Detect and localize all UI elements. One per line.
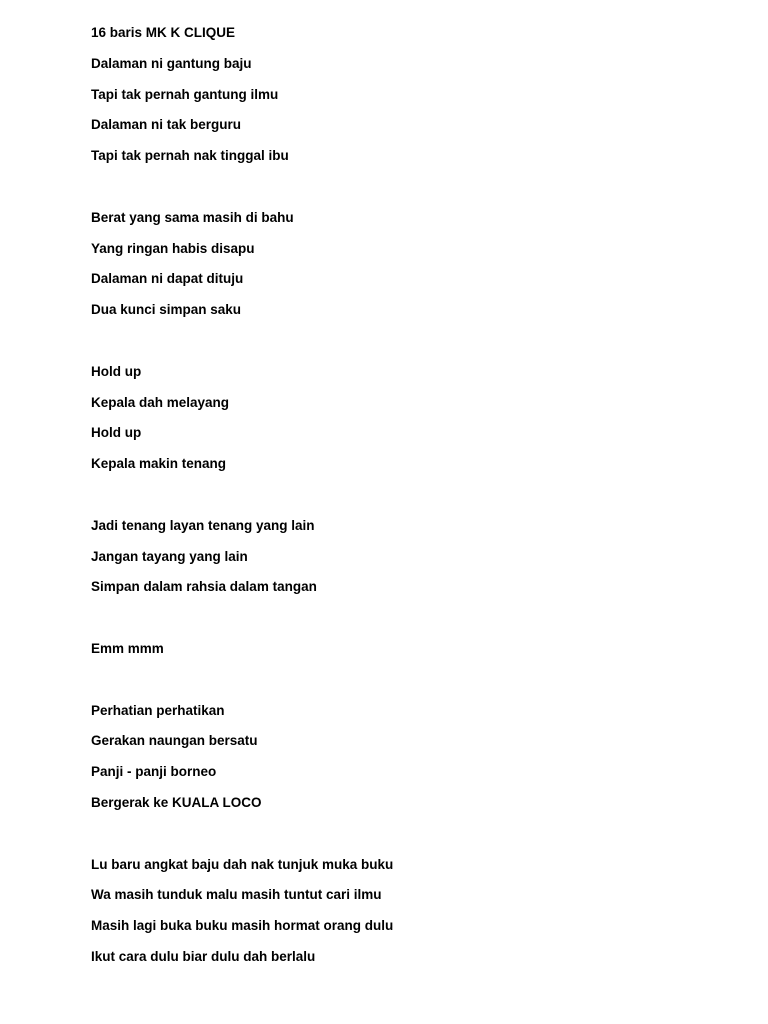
lyric-line: Tapi tak pernah gantung ilmu [91,86,279,102]
lyric-line: Perhatian perhatikan [91,702,225,718]
lyric-line: Masih lagi buka buku masih hormat orang dulu [91,918,394,934]
stanza-break [91,486,711,517]
lyric-line: Dalaman ni tak berguru [91,117,242,133]
lyric-line: Jadi tenang layan tenang yang lain [91,517,315,533]
lyric-line: Yang ringan habis disapu [91,240,255,256]
lyric-line: Tapi tak pernah nak tinggal ibu [91,148,289,164]
stanza-break [91,671,711,702]
lyric-line: Ikut cara dulu biar dulu dah berlalu [91,948,316,964]
lyrics-text [91,24,711,979]
lyric-line: Wa masih tunduk malu masih tuntut cari ilmu [91,887,382,903]
lyric-line: Bergerak ke KUALA LOCO [91,794,262,810]
lyric-line: Hold up [91,363,142,379]
lyric-line: 16 baris MK K CLIQUE [91,25,236,40]
lyric-line: Jangan tayang yang lain [91,548,248,564]
stanza-break [91,825,711,856]
lyric-line: Lu baru angkat baju dah nak tunjuk muka buku [91,856,394,872]
lyric-line: Kepala makin tenang [91,456,227,472]
stanza-break [91,332,711,363]
lyric-line: Dua kunci simpan saku [91,302,242,318]
lyric-line: Dalaman ni dapat dituju [91,271,244,287]
lyric-line: Simpan dalam rahsia dalam tangan [91,579,317,595]
lyric-line: Gerakan naungan bersatu [91,733,258,749]
lyric-line: Emm mmm [91,640,164,656]
lyric-line: Dalaman ni gantung baju [91,55,252,71]
lyric-line: Kepala dah melayang [91,394,230,410]
lyric-line: Berat yang sama masih di bahu [91,209,294,225]
lyric-line: Hold up [91,425,142,441]
stanza-break [91,178,711,209]
stanza-break [91,609,711,640]
lyric-line: Panji - panji borneo [91,764,217,780]
